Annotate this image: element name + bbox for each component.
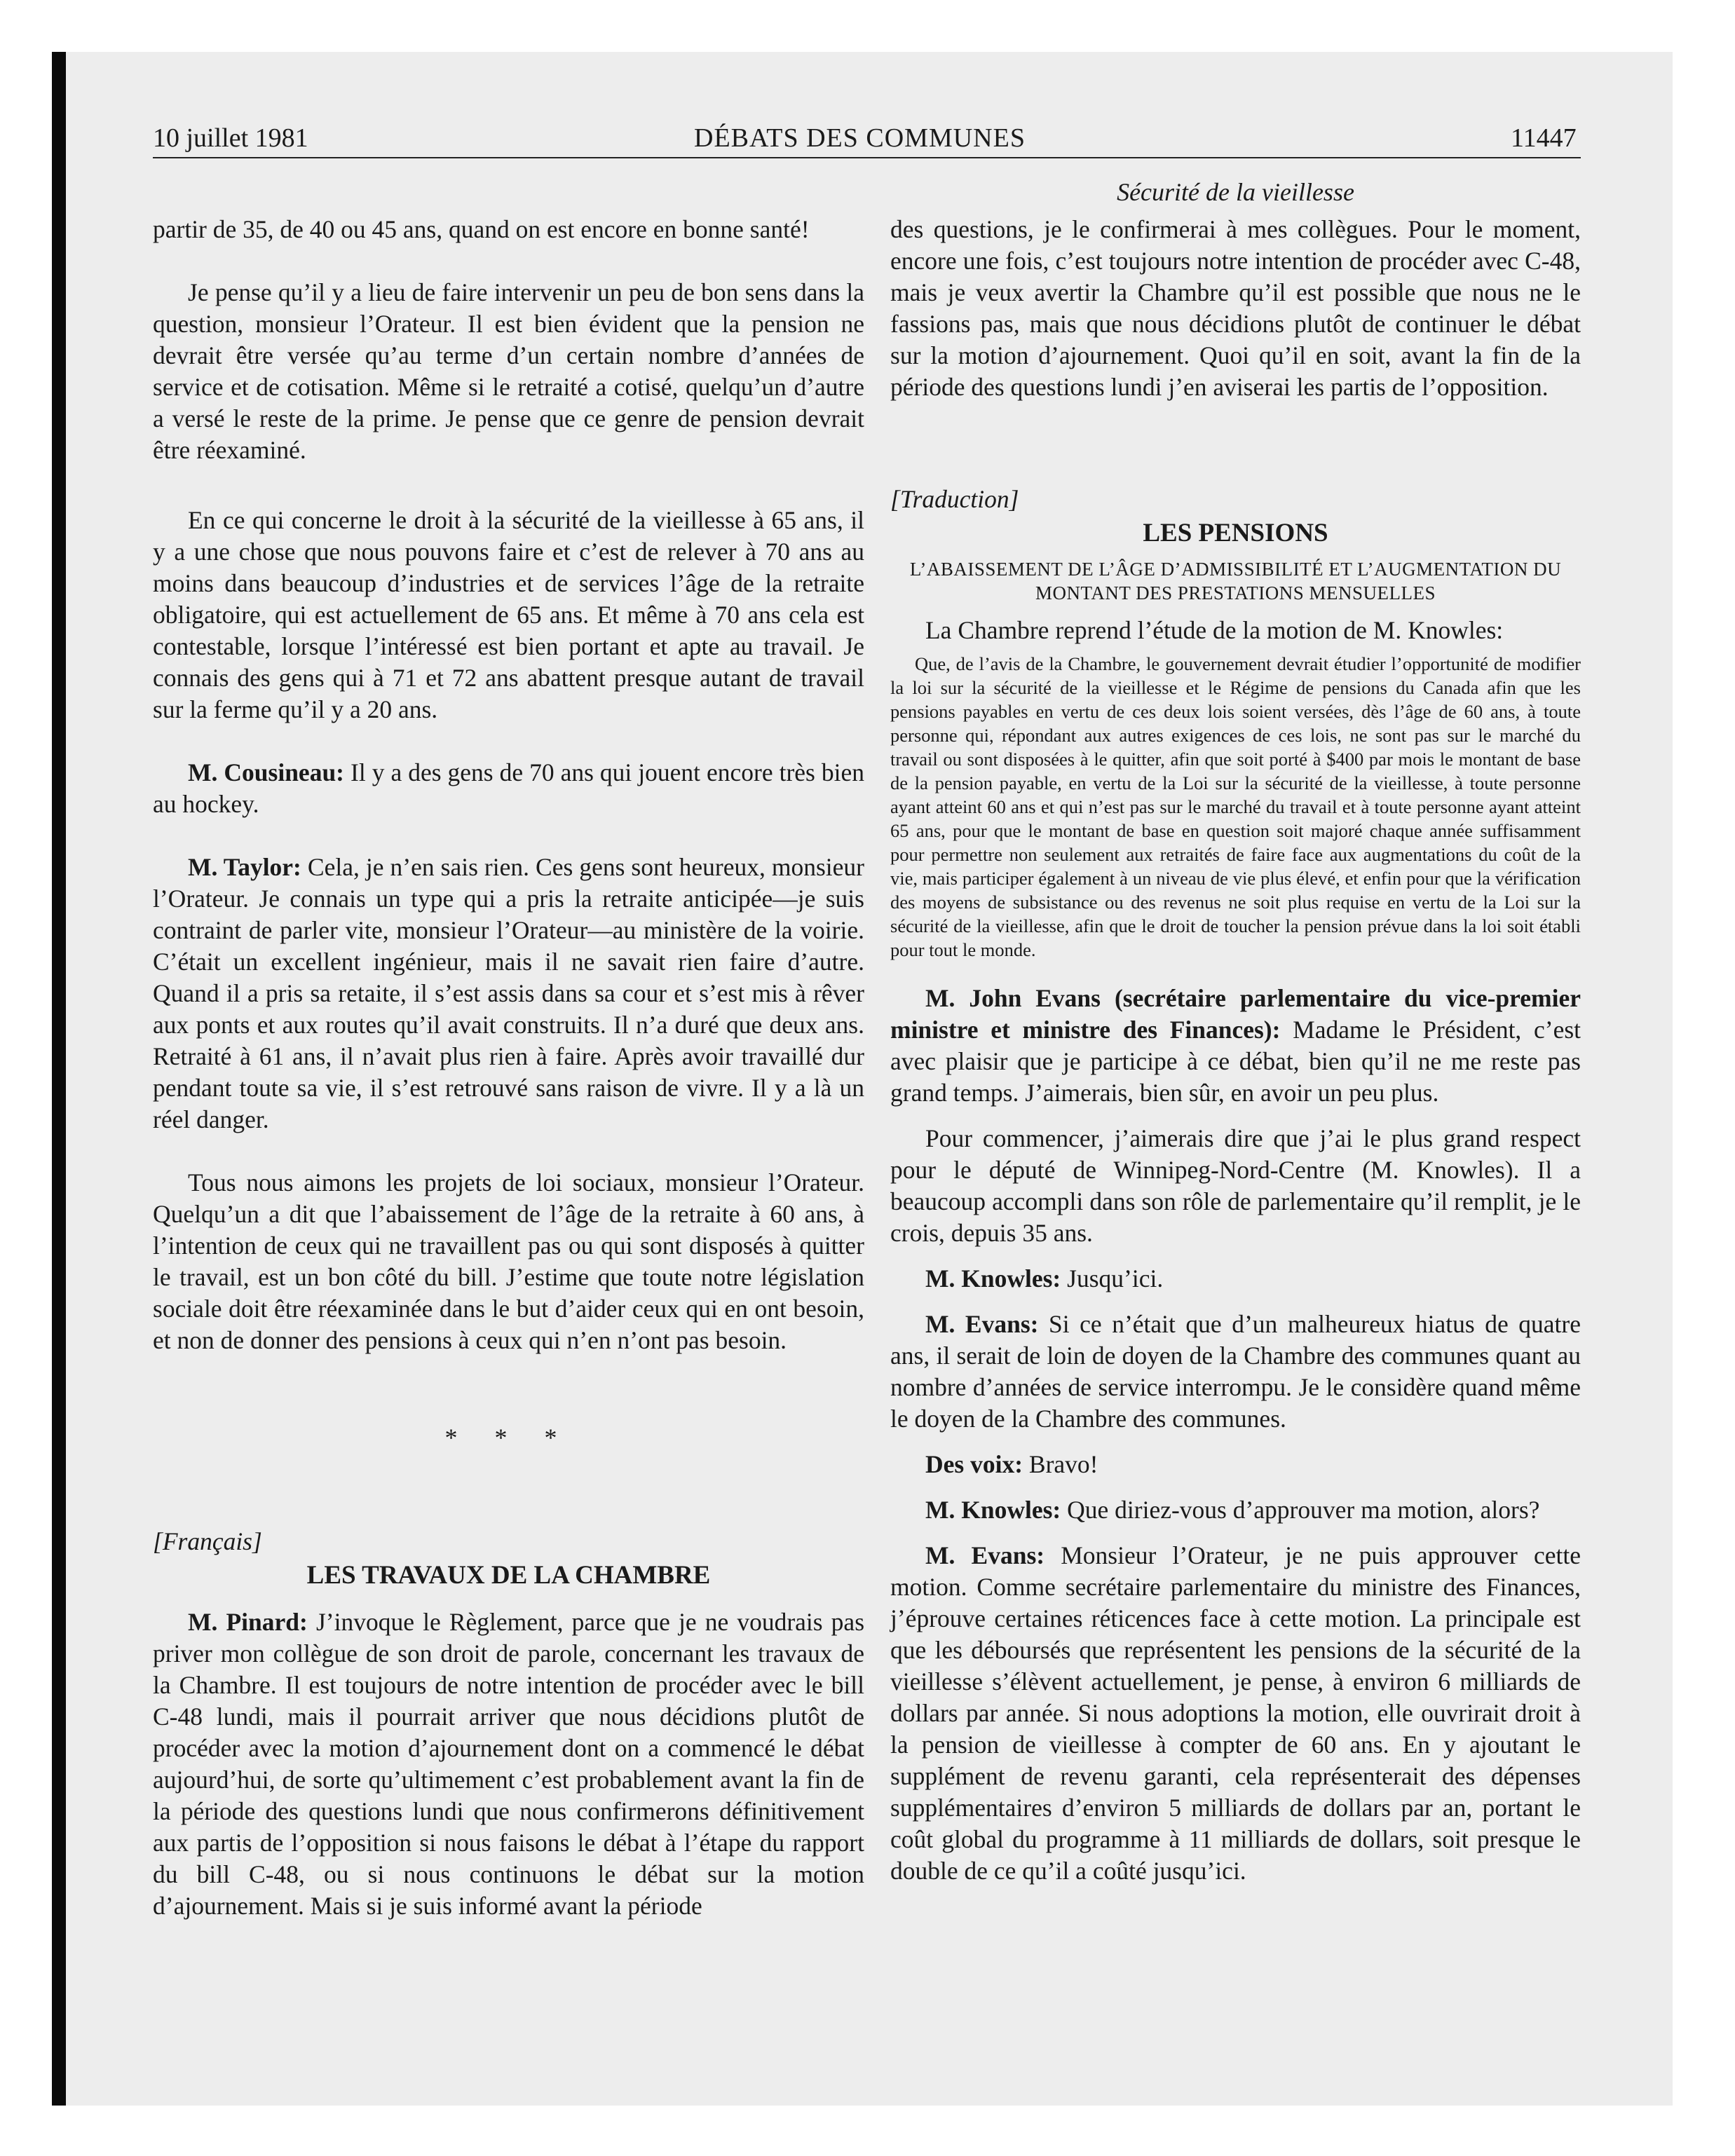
- speech-knowles: [890, 1494, 1581, 1526]
- speaker-name: M. John Evans (secrétaire parlementaire du vice-premier ministre et ministre des Finances):: [890, 984, 1581, 1044]
- page-number: 11447: [1511, 123, 1577, 153]
- running-head: Sécurité de la vieillesse: [1117, 178, 1354, 206]
- header-rule: [153, 157, 1581, 158]
- speech-text: Bravo!: [1023, 1450, 1098, 1478]
- speech-text: Cela, je n’en sais rien. Ces gens sont heureux, monsieur l’Orateur. Je connais un type qui a pris la retraite anticipée—je suis contraint de parler vite, monsieur l’Orateur—au ministère de la voirie. C’était un excellent ingénieur, mais il ne savait rien faire d’autre. Quand il a pris sa retaite, il s’est assis dans sa cour et s’est mis à rêver aux ponts et aux routes qu’il avait construits. Il n’a duré que deux ans. Retraité à 61 ans, il n’avait plus rien à faire. Après avoir travaillé dur pendant toute sa vie, il s’est retrouvé sans raison de vivre. Il y a là un réel danger.: [153, 853, 864, 1133]
- paragraph: Je pense qu’il y a lieu de faire intervenir un peu de bon sens dans la question, monsieur l’Orateur. Il est bien évident que la pension ne devrait être versée qu’au terme d’un certain nombre d’années de service et de cotisation. Même si le retraité a cotisé, quelqu’un d’autre a versé le reste de la prime. Je pense que ce genre de pension devrait être réexaminé.: [153, 278, 864, 464]
- speech-pinard: [153, 1606, 864, 1922]
- speech-text: Jusqu’ici.: [1061, 1264, 1164, 1292]
- right-column: [890, 214, 1581, 1887]
- paragraph: des questions, je le confirmerai à mes collègues. Pour le moment, encore une fois, c’est toujours notre intention de procéder avec C-48, mais je veux avertir la Chambre qu’il est possible que nous ne le fassions pas, mais que nous décidions plutôt de continuer le débat sur la motion d’ajournement. Quoi qu’il en soit, avant la fin de la période des questions lundi j’en aviserai les partis de l’opposition.: [890, 215, 1581, 401]
- header-date: 10 juillet 1981: [153, 123, 308, 153]
- header-title: DÉBATS DES COMMUNES: [694, 123, 1026, 153]
- speech-evans: [890, 1540, 1581, 1887]
- speech-voices: [890, 1449, 1581, 1480]
- paragraph: partir de 35, de 40 ou 45 ans, quand on est encore en bonne santé!: [153, 215, 810, 243]
- paragraph: Pour commencer, j’aimerais dire que j’ai le plus grand respect pour le député de Winnipeg-Nord-Centre (M. Knowles). Il a beaucoup accompli dans son rôle de parlementaire qu’il remplit, je le crois, depuis 35 ans.: [890, 1124, 1581, 1247]
- speech-evans: [890, 1309, 1581, 1435]
- speech-text: Il y a des gens de 70 ans qui jouent encore très bien au hockey.: [153, 758, 864, 818]
- motion-intro: La Chambre reprend l’étude de la motion de M. Knowles:: [925, 616, 1504, 644]
- paragraph: Tous nous aimons les projets de loi sociaux, monsieur l’Orateur. Quelqu’un a dit que l’abaissement de l’âge de la retraite à 60 ans, à l’intention de ceux qui ne travaillent pas ou qui sont disposés à quitter le travail, est un bon côté du bill. J’estime que toute notre législation sociale doit être réexaminée dans le but d’aider ceux qui en ont besoin, et non de donner des pensions à ceux qui n’en n’ont pas besoin.: [153, 1168, 864, 1354]
- speech-knowles: [890, 1263, 1581, 1295]
- speaker-name: M. Cousineau:: [188, 758, 345, 786]
- speech-text: J’invoque le Règlement, parce que je ne voudrais pas priver mon collègue de son droit de parole, concernant les travaux de la Chambre. Il est toujours de notre intention de procéder avec le bill C-48 lundi, mais il pourrait arriver que nous décidions plutôt de procéder avec la motion d’ajournement dont on a commencé le débat aujourd’hui, de sorte qu’ultimement c’est probablement avant la fin de la période des questions lundi que nous confirmerons définitivement aux partis de l’opposition si nous faisons le débat à l’étape du rapport du bill C-48, ou si nous continuons le débat sur la motion d’ajournement. Mais si je suis informé avant la période: [153, 1608, 865, 1920]
- section-title: LES PENSIONS: [1143, 519, 1328, 547]
- speech-text: Que diriez-vous d’approuver ma motion, alors?: [1061, 1496, 1540, 1524]
- language-tag: [Traduction]: [890, 485, 1019, 513]
- speaker-name: M. Knowles:: [925, 1264, 1061, 1292]
- speech-text: Madame le Président, c’est avec plaisir que je participe à ce débat, bien qu’il ne me reste pas grand temps. J’aimerais, bien sûr, en avoir un peu plus.: [890, 1016, 1581, 1107]
- speaker-name: Des voix:: [925, 1450, 1023, 1478]
- speech-cousineau: [153, 757, 864, 820]
- speech-text: Si ce n’était que d’un malheureux hiatus de quatre ans, il serait de loin de doyen de la Chambre des communes quant au nombre d’années de service interrompu. Je le considère quand même le doyen de la Chambre des communes.: [890, 1310, 1581, 1433]
- speaker-name: M. Evans:: [925, 1310, 1039, 1338]
- speaker-name: M. Evans:: [925, 1541, 1045, 1569]
- paragraph: En ce qui concerne le droit à la sécurité de la vieillesse à 65 ans, il y a une chose que nous pouvons faire et c’est de relever à 70 ans au moins dans beaucoup d’industries et de services l’âge de la retraite obligatoire, qui est actuellement de 65 ans. Et même à 70 ans cela est contestable, lorsque l’intéressé est bien portant et apte au travail. Je connais des gens qui à 71 et 72 ans abattent presque autant de travail sur la ferme qu’il y a 20 ans.: [153, 506, 864, 723]
- motion-text: Que, de l’avis de la Chambre, le gouvernement devrait étudier l’opportunité de modifier la loi sur la sécurité de la vieillesse et le Régime de pensions du Canada afin que les pensions payables en vertu de ces deux lois soient versées, dès l’âge de 60 ans, à toute personne qui, répondant aux autres exigences de ces lois, ne sont pas sur le marché du travail ou sont disposées à le quitter, afin que soit porté à $400 par mois le montant de base de la pension payable, en vertu de la Loi sur la sécurité de la vieillesse, à toute personne ayant atteint 60 ans et qui n’est pas sur le marché du travail et à toute personne ayant atteint 65 ans, pour que le montant de base en question soit majoré chaque année suffisamment pour permettre non seulement aux retraités de faire face aux augmentations du coût de la vie, mais participer également à un niveau de vie plus élevé, et enfin pour que la vérification des moyens de subsistance ou des revenus ne soit plus requise en vertu de la Loi sur la sécurité de la vieillesse, afin que le droit de toucher la pension prévue dans la loi soit établi pour tout le monde.: [890, 653, 1581, 960]
- speech-evans: [890, 983, 1581, 1109]
- section-title: LES TRAVAUX DE LA CHAMBRE: [306, 1561, 711, 1590]
- speech-taylor: [153, 852, 864, 1135]
- speaker-name: M. Pinard:: [188, 1608, 308, 1636]
- speech-text: Monsieur l’Orateur, je ne puis approuver cette motion. Comme secrétaire parlementaire du ministre des Finances, j’éprouve certaines réticences face à cette motion. La principale est que les déboursés que représentent les pensions de la sécurité de la vieillesse s’élèvent actuellement, je pense, à environ 6 milliards de dollars par année. Si nous adoptions la motion, elle ouvrirait droit à la pension de vieillesse à compter de 60 ans. En y ajoutant le supplément de revenu garanti, cela représenterait des dépenses supplémentaires d’environ 5 milliards de dollars par an, portant le coût global du programme à 11 milliards de dollars, soit presque le double de ce qu’il a coûté jusqu’ici.: [890, 1541, 1581, 1885]
- section-subheading: L’ABAISSEMENT DE L’ÂGE D’ADMISSIBILITÉ ET L’AUGMENTATION DU MONTANT DES PRESTATIONS MENSUELLES: [909, 559, 1562, 603]
- left-column: [153, 214, 864, 1922]
- section-separator: * * *: [444, 1424, 573, 1452]
- binding-edge: [52, 52, 66, 2106]
- speaker-name: M. Knowles:: [925, 1496, 1061, 1524]
- language-tag: [Français]: [153, 1527, 262, 1555]
- speaker-name: M. Taylor:: [188, 853, 301, 881]
